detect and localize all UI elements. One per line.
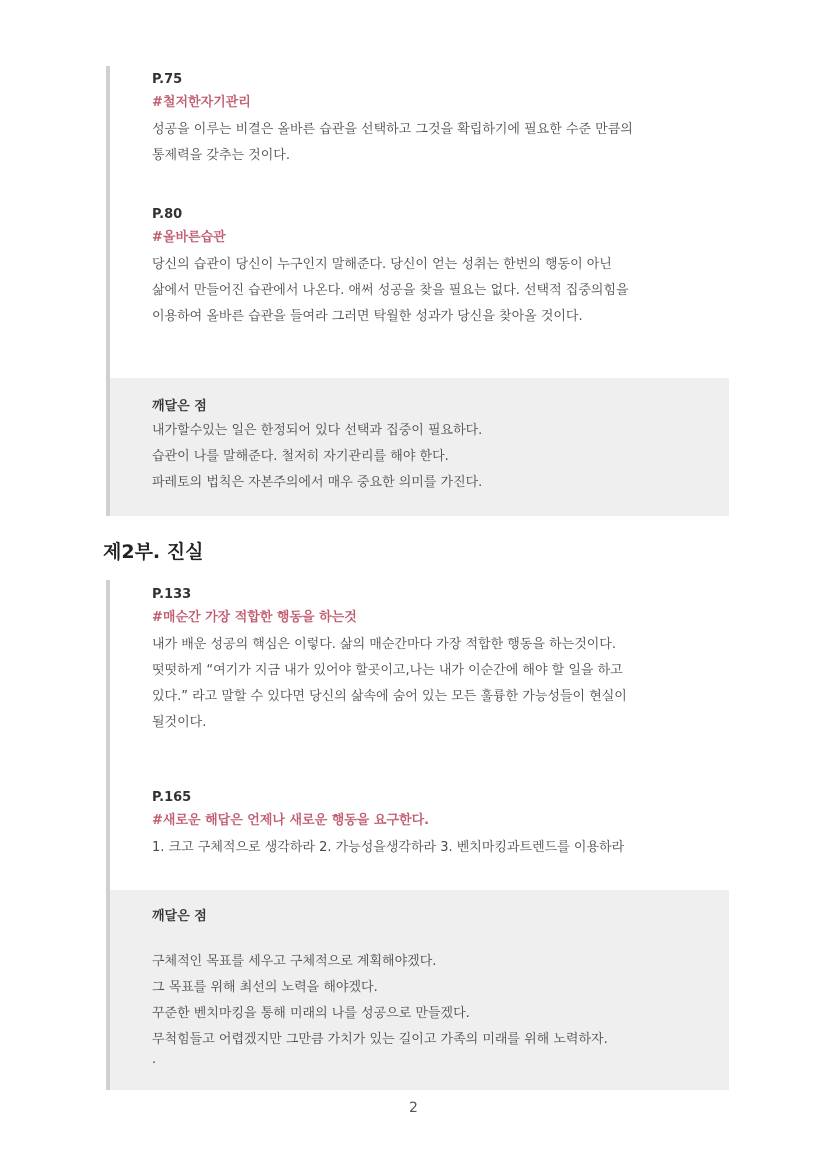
hashtag-title: #매순간 가장 적합한 행동을 하는것 <box>152 610 357 625</box>
quote-text: 당신의 습관이 당신이 누구인지 말해준다. 당신이 얻는 성취는 한번의 행동이 아닌 삶에서 만들어진 습관에서 나온다. 애써 성공을 찾을 필요는 없다. 선택적 집중의힘을 이용하여 올바른 습관을 들여라 그러면 탁월한 성과가 당신을 찾아올 것이다. <box>152 257 629 324</box>
page-reference: P.133 <box>152 587 192 602</box>
page-reference: P.75 <box>152 72 183 87</box>
quote-text: 1. 크고 구체적으로 생각하라 2. 가능성을생각하라 3. 벤치마킹과트렌드를 이용하라 <box>152 840 625 855</box>
insight-line: 그 목표를 위해 최선의 노력을 해야겠다. <box>152 980 378 995</box>
insight-line: 무척힘들고 어렵겠지만 그만큼 가치가 있는 길이고 가족의 미래를 위해 노력하자. <box>152 1032 608 1047</box>
insight-line: 내가할수있는 일은 한정되어 있다 선택과 집중이 필요하다. <box>152 423 483 438</box>
page-reference: P.80 <box>152 207 183 222</box>
section-heading: 제2부. 진실 <box>103 541 204 563</box>
quote-entry <box>152 72 729 169</box>
quote-entry <box>152 587 729 736</box>
section2-block <box>106 580 729 1090</box>
page-number: 2 <box>409 1100 418 1116</box>
hashtag-title: #새로운 해답은 언제나 새로운 행동을 요구한다. <box>152 813 430 828</box>
page-reference: P.165 <box>152 790 192 805</box>
insight-title: 깨달은 점 <box>152 909 207 924</box>
quote-entry <box>152 207 729 330</box>
insight-line: 습관이 나를 말해준다. 철저히 자기관리를 해야 한다. <box>152 449 449 464</box>
insight-line: 구체적인 목표를 세우고 구체적으로 계획해야겠다. <box>152 954 437 969</box>
quote-text: 성공을 이루는 비결은 올바른 습관을 선택하고 그것을 확립하기에 필요한 수준 만큼의 통제력을 갖추는 것이다. <box>152 122 633 163</box>
quote-entry <box>152 790 729 861</box>
insight-box <box>110 378 729 516</box>
hashtag-title: #철저한자기관리 <box>152 95 251 110</box>
hashtag-title: #올바른습관 <box>152 230 226 245</box>
insight-line: 파레토의 법칙은 자본주의에서 매우 중요한 의미를 가진다. <box>152 475 483 490</box>
quote-text: 내가 배운 성공의 핵심은 이렇다. 삶의 매순간마다 가장 적합한 행동을 하는것이다. 떳떳하게 “여기가 지금 내가 있어야 할곳이고,나는 내가 이순간에 해야 할 일을 하고 있다.” 라고 말할 수 있다면 당신의 삶속에 숨어 있는 모든 훌륭한 가능성들이 현실이 될것이다. <box>152 637 627 730</box>
section1-block <box>106 66 729 516</box>
insight-line: . <box>152 1052 157 1067</box>
insight-title: 깨달은 점 <box>152 399 207 414</box>
insight-box <box>110 890 729 1090</box>
insight-line: 꾸준한 벤치마킹을 통해 미래의 나를 성공으로 만들겠다. <box>152 1006 470 1021</box>
